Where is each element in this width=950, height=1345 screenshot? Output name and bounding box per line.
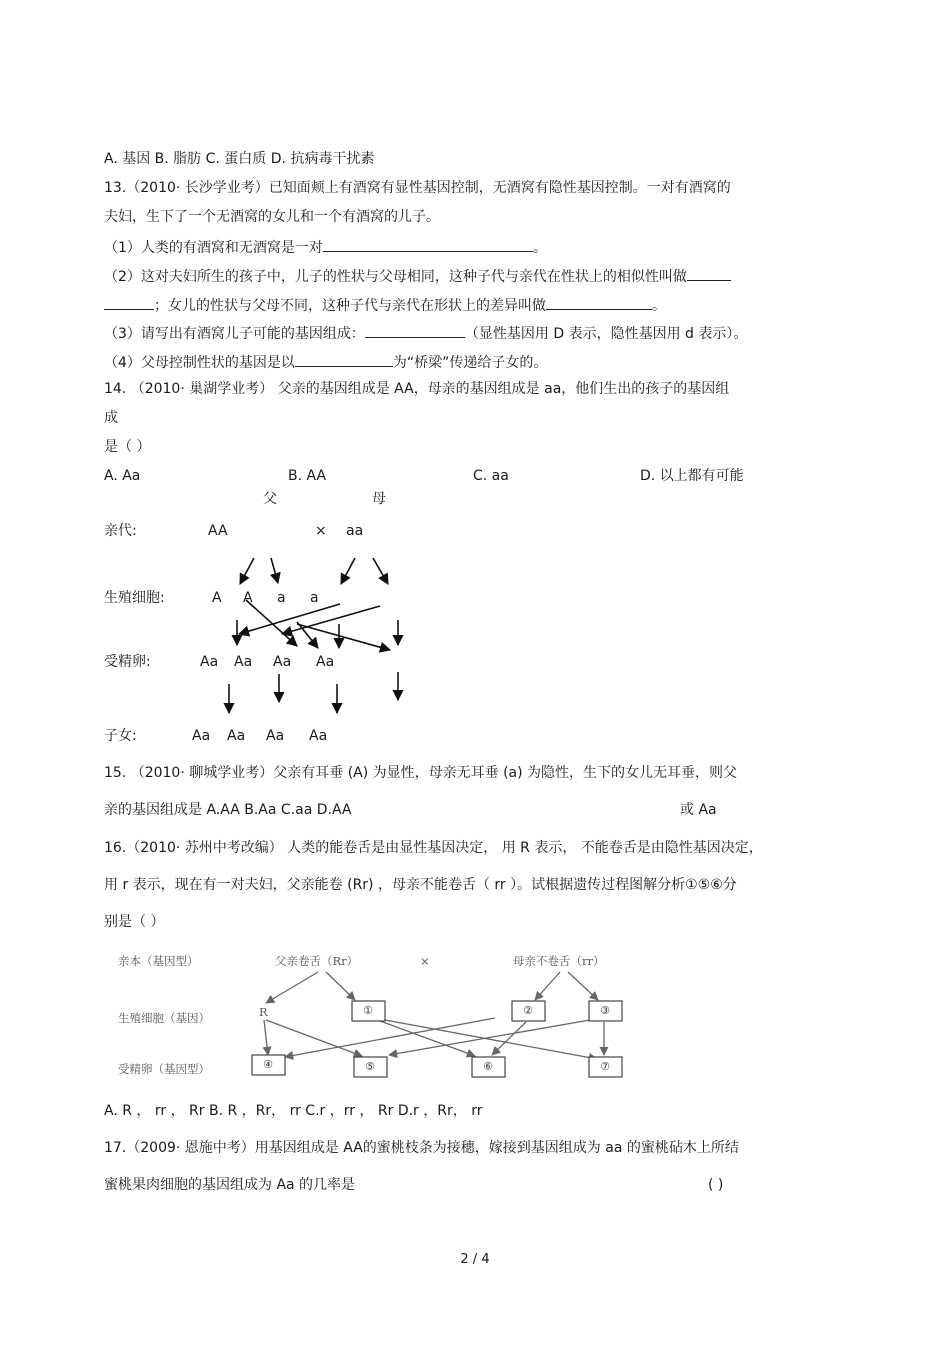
page-number: 2 / 4	[460, 1252, 490, 1267]
arrow-icon	[271, 558, 278, 583]
q17-answer-paren: ( )	[708, 1177, 724, 1193]
arrow-icon	[264, 1020, 268, 1055]
diagram2-row-zygote: 受精卵（基因型）	[118, 1062, 210, 1076]
diagram1-cross: ×	[315, 523, 327, 539]
arrow-icon	[240, 558, 254, 584]
diagram1-parent-father: AA	[208, 523, 228, 539]
q13-stem-line2: 夫妇，生下了一个无酒窝的女儿和一个有酒窝的儿子。	[104, 209, 440, 225]
q14-stem-line2: 成	[104, 410, 118, 426]
arrow-icon	[326, 972, 355, 1000]
q13-part3-text: （3）请写出有酒窝儿子可能的基因组成：	[104, 326, 365, 342]
diagram2-cross: ×	[420, 954, 430, 968]
diagram2-box-label: ⑥	[483, 1060, 493, 1073]
q16-stem-line1: 16.（2010· 苏州中考改编） 人类的能卷舌是由显性基因决定， 用 R 表示， 不能卷舌是由隐性基因决定，	[104, 840, 763, 856]
diagram1-row-gamete: 生殖细胞:	[104, 590, 165, 606]
q13-stem-line1: 13.（2010· 长沙学业考）已知面颊上有酒窝有显性基因控制，无酒窝有隐性基因控制。一对有酒窝的	[104, 180, 731, 196]
q13-part2-text: （2）这对夫妇所生的孩子中，儿子的性状与父母相同，这种子代与亲代在性状上的相似性叫做	[104, 269, 687, 285]
q15-stem-line2-end: 或 Aa	[680, 802, 717, 818]
q14-option-a: A. Aa	[104, 468, 141, 484]
diagram1-arrows	[229, 558, 398, 713]
arrow-icon	[239, 604, 340, 634]
q13-part4-end: 为“桥梁”传递给子女的。	[392, 355, 548, 371]
arrow-icon	[492, 1022, 526, 1055]
diagram2-box-label: ④	[263, 1058, 273, 1071]
q12-options: A. 基因 B. 脂肪 C. 蛋白质 D. 抗病毒干扰素	[104, 151, 375, 167]
arrow-icon	[297, 624, 390, 650]
q13-part1-text: （1）人类的有酒窝和无酒窝是一对	[104, 240, 323, 256]
diagram1-zygote: Aa	[200, 654, 219, 670]
q14-stem-line3: 是（ ）	[104, 439, 151, 455]
diagram1-zygote: Aa	[316, 654, 335, 670]
arrow-icon	[389, 1020, 590, 1055]
q13-part1-end: 。	[532, 240, 547, 256]
arrow-icon	[282, 606, 380, 634]
diagram2-gamete-r: R	[259, 1005, 268, 1019]
arrow-icon	[246, 600, 297, 646]
arrow-icon	[341, 558, 355, 584]
diagram2-mother: 母亲不卷舌（rr）	[513, 954, 605, 968]
arrow-icon	[266, 1020, 362, 1056]
diagram1-row-parent: 亲代:	[104, 523, 137, 539]
arrow-icon	[385, 1020, 597, 1059]
diagram2-box-label: ②	[523, 1004, 533, 1017]
diagram1-child: Aa	[227, 728, 246, 744]
diagram2-box-label: ③	[600, 1004, 610, 1017]
diagram1-gamete: a	[277, 590, 286, 606]
diagram1-zygote: Aa	[273, 654, 292, 670]
arrow-icon	[373, 558, 388, 584]
diagram1-row-zygote: 受精卵:	[104, 654, 151, 670]
q13-part4-text: （4）父母控制性状的基因是以	[104, 355, 295, 371]
q17-stem-line2: 蜜桃果肉细胞的基因组成为 Aa 的几率是	[104, 1177, 356, 1193]
arrow-icon	[568, 972, 598, 1000]
diagram1-gamete: A	[212, 590, 222, 606]
diagram2-father: 父亲卷舌（Rr）	[275, 954, 359, 968]
diagram1-father-label: 父	[263, 491, 277, 507]
diagram2-box-label: ①	[363, 1004, 373, 1017]
diagram2-box-label: ⑦	[600, 1060, 610, 1073]
q13-part2-mid: ；女儿的性状与父母不同，这种子代与亲代在形状上的差异叫做	[154, 298, 546, 314]
q13-part3-end: （显性基因用 D 表示，隐性基因用 d 表示）。	[464, 326, 748, 342]
diagram1-child: Aa	[266, 728, 285, 744]
diagram1-row-child: 子女:	[104, 728, 137, 744]
arrow-icon	[380, 1021, 475, 1056]
diagram2	[118, 954, 622, 1077]
diagram1-child: Aa	[309, 728, 328, 744]
diagram2-row-parent: 亲本（基因型）	[118, 954, 199, 968]
q13-part2-end: 。	[652, 298, 666, 314]
q16-stem-line3: 别是（ ）	[104, 914, 165, 930]
q15-stem-line1: 15. （2010· 聊城学业考）父亲有耳垂 (A) 为显性，母亲无耳垂 (a) 为隐性，生下的女儿无耳垂，则父	[104, 765, 738, 781]
q17-stem-line1: 17.（2009· 恩施中考）用基因组成是 AA的蜜桃枝条为接穗，嫁接到基因组成为 aa 的蜜桃砧木上所结	[104, 1140, 739, 1156]
arrow-icon	[266, 972, 318, 1003]
q15-stem-line2: 亲的基因组成是 A.AA B.Aa C.aa D.AA	[104, 802, 352, 818]
diagram1-mother-label: 母	[372, 491, 386, 507]
q14-option-b: B. AA	[288, 468, 327, 484]
q16-options: A. R ， rr ， Rr B. R ，Rr， rr C.r ，rr ， Rr D.r ，Rr， rr	[104, 1103, 483, 1119]
diagram1-gamete: A	[243, 590, 253, 606]
q16-stem-line2: 用 r 表示，现在有一对夫妇，父亲能卷 (Rr) ，母亲不能卷舌（ rr ）。试根据遗传过程图解分析①⑤⑥分	[104, 877, 737, 893]
q14-stem-line1: 14. （2010· 巢湖学业考） 父亲的基因组成是 AA，母亲的基因组成是 aa，他们生出的孩子的基因组	[104, 381, 730, 397]
q14-option-d: D. 以上都有可能	[640, 468, 744, 484]
diagram1-child: Aa	[192, 728, 211, 744]
diagram1-zygote: Aa	[234, 654, 253, 670]
diagram1-gamete: a	[310, 590, 319, 606]
arrow-icon	[535, 972, 560, 1000]
diagram2-box-label: ⑤	[365, 1060, 375, 1073]
diagram2-row-gamete: 生殖细胞（基因）	[118, 1011, 210, 1025]
q14-option-c: C. aa	[473, 468, 509, 484]
diagram1-parent-mother: aa	[346, 523, 364, 539]
